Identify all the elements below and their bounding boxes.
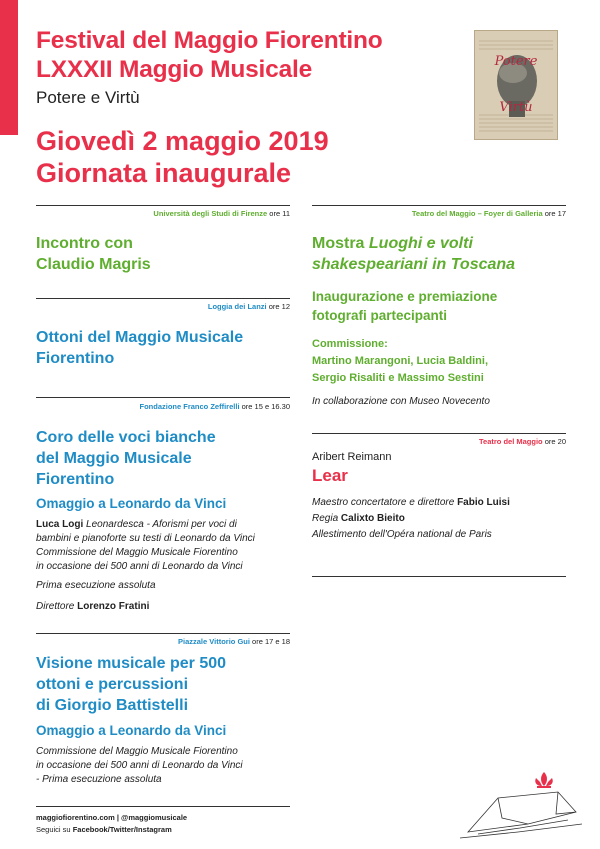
event-description: Commissione del Maggio Musicale Fiorentino in occasione dei 500 anni di Leonardo da Vinci - Prima esecuzione assoluta <box>36 746 243 785</box>
event-location <box>312 437 566 446</box>
divider <box>312 433 566 434</box>
event-location <box>36 402 290 411</box>
festival-theme: Potere e Virtù <box>36 88 140 107</box>
event-location <box>312 209 566 218</box>
lily-emblem-icon <box>535 772 553 788</box>
event-time: ore 15 e 16.30 <box>241 402 290 411</box>
director-credit: Direttore Lorenzo Fratini <box>36 601 150 612</box>
event-subtitle: Inaugurazione e premiazione fotografi partecipanti <box>312 289 498 323</box>
event-title: Visione musicale per 500 ottoni e percussioni di Giorgio Battistelli <box>36 655 227 714</box>
festival-poster-image <box>474 30 558 140</box>
event-day-title: Giornata inaugurale <box>36 158 292 188</box>
poster-word-potere: Potere <box>494 54 538 69</box>
production-credits: Maestro concertatore e direttore Fabio Luisi Regia Calixto Bieito Allestimento dell'Opéra national de Paris <box>312 497 510 540</box>
event-time: ore 12 <box>268 302 290 311</box>
location-name: Teatro del Maggio – Foyer di Galleria <box>411 209 543 218</box>
festival-edition: LXXXII Maggio Musicale <box>36 56 313 83</box>
theatre-logo-icon <box>458 768 584 840</box>
divider <box>36 298 290 299</box>
divider <box>36 633 290 634</box>
event-location <box>36 209 290 218</box>
event-title: Mostra Luoghi e volti shakespeariani in Toscana <box>312 235 516 273</box>
location-name: Piazzale Vittorio Gui <box>177 637 250 646</box>
event-description: Luca Logi Leonardesca - Aforismi per voci di bambini e pianoforte su testi di Leonardo da Vinci Commissione del Maggio Musicale Fiorentino in occasione dei 500 anni di Leonardo da Vinci <box>36 519 255 572</box>
event-time: ore 17 <box>544 209 566 218</box>
social-follow: Seguici su Facebook/Twitter/Instagram <box>36 825 172 834</box>
location-name: Università degli Studi di Firenze <box>153 209 268 218</box>
divider <box>36 397 290 398</box>
event-title: Incontro con Claudio Magris <box>36 235 151 273</box>
location-name: Teatro del Maggio <box>479 437 543 446</box>
event-location <box>36 302 290 311</box>
event-time: ore 20 <box>544 437 566 446</box>
composer-name: Luca Logi <box>36 519 84 530</box>
location-name: Loggia dei Lanzi <box>207 302 267 311</box>
divider <box>312 205 566 206</box>
event-subtitle: Omaggio a Leonardo da Vinci <box>36 496 227 511</box>
collaboration-note: In collaborazione con Museo Novecento <box>312 396 490 407</box>
event-time: ore 11 <box>269 209 290 218</box>
event-time: ore 17 e 18 <box>252 637 290 646</box>
divider <box>312 576 566 577</box>
event-location <box>36 637 290 646</box>
poster-word-virtu: Virtù <box>499 100 533 115</box>
location-name: Fondazione Franco Zeffirelli <box>139 402 240 411</box>
composer-name: Aribert Reimann <box>312 451 392 463</box>
event-subtitle: Omaggio a Leonardo da Vinci <box>36 723 227 738</box>
social-links[interactable]: Facebook/Twitter/Instagram <box>72 825 172 834</box>
divider <box>36 806 290 807</box>
event-title: Coro delle voci bianche del Maggio Musicale Fiorentino <box>36 429 216 488</box>
commission-block: Commissione: Martino Marangoni, Lucia Baldini, Sergio Risaliti e Massimo Sestini <box>312 338 489 384</box>
red-accent-bar <box>0 0 18 135</box>
festival-title: Festival del Maggio Fiorentino <box>36 27 383 54</box>
opera-title: Lear <box>312 466 348 485</box>
event-title: Ottoni del Maggio Musicale Fiorentino <box>36 329 244 367</box>
premiere-note: Prima esecuzione assoluta <box>36 580 156 591</box>
divider <box>36 205 290 206</box>
website-and-handle[interactable]: maggiofiorentino.com | @maggiomusicale <box>36 813 188 822</box>
event-date: Giovedì 2 maggio 2019 <box>36 126 329 156</box>
